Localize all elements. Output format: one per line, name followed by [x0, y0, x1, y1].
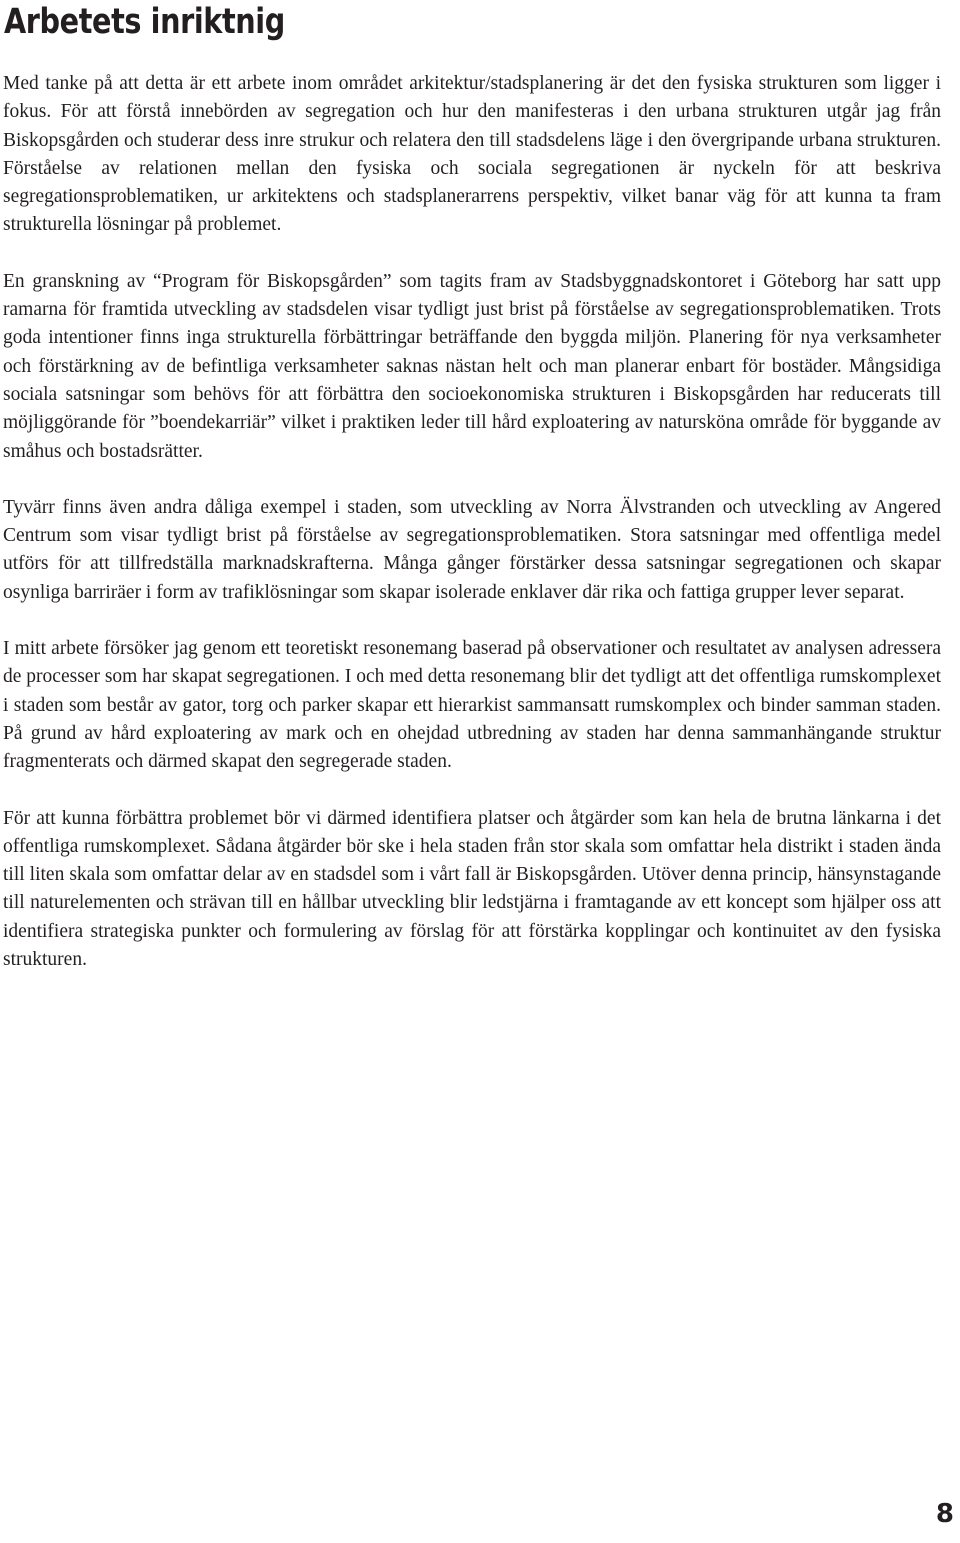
paragraph-program-review: En granskning av “Program för Biskopsgården” som tagits fram av Stadsbyggnadskontoret i Göteborg har satt upp ramarna för framtida utveckling av stadsdelen visar tydligt just brist på förståelse av segregationsproblematiken. Trots goda intentioner finns inga strukturella förbättringar beträffande den byggda miljön. Planering för nya verksamheter och förstärkning av de befintliga verksamheter saknas nästan helt och man planerar enbart för bostäder. Mångsidiga sociala satsningar som behövs för att förbättra den socioekonomiska strukturen i Biskopsgården har reducerats till möjliggörande för ”boendekarriär” vilket i praktiken leder till hård exploatering av natursköna område för byggande av småhus och bostadsrätter. — [3, 270, 941, 462]
page-title: Arbetets inriktnig — [4, 2, 285, 42]
paragraph-method: I mitt arbete försöker jag genom ett teoretiskt resonemang baserad på observationer och resultatet av analysen adressera de processer som har skapat segregationen. I och med detta resonemang blir det tydligt att det offentliga rumskomplexet i staden som består av gator, torg och parker skapar ett hierarkist sammansatt rumskomplex och binder samman staden. På grund av hård exploatering av mark och en ohejdad utbredning av staden har denna sammanhängande struktur fragmenterats och därmed skapat den segregerade staden. — [3, 638, 941, 773]
paragraph-bad-examples: Tyvärr finns även andra dåliga exempel i staden, som utveckling av Norra Älvstranden och utveckling av Angered Centrum som visar tydligt brist på förståelse av segregationsproblematiken. Stora satsningar med offentliga medel utförs för att tillfredställa marknadskrafterna. Många gånger förstärker dessa satsningar segregationen och skapar osynliga barriräer i form av trafiklösningar som skapar isolerade enklaver där rika och fattiga grupper lever separat. — [3, 496, 941, 603]
paragraph-improvement: För att kunna förbättra problemet bör vi därmed identifiera platser och åtgärder som kan hela de brutna länkarna i det offentliga rumskomplexet. Sådana åtgärder bör ske i hela staden från stor skala som omfattar hela distrikt i staden ända till liten skala som omfattar delar av en stadsdel som i vårt fall är Biskopsgården. Utöver denna princip, hänsynstagande till naturelementen och strävan till en hållbar utveckling blir ledstjärna i framtagande av ett koncept som hjälper oss att identifiera strategiska punkter och formulering av förslag för att förstärka kopplingar och kontinuitet av den fysiska strukturen. — [3, 807, 941, 971]
body-text — [3, 70, 941, 1002]
page-number: 8 — [935, 1499, 954, 1529]
paragraph-focus: Med tanke på att detta är ett arbete inom området arkitektur/stadsplanering är det den fysiska strukturen som ligger i fokus. För att förstå innebörden av segregation och hur den manifesteras i den urbana strukturen utgår jag från Biskopsgården och studerar dess inre strukur och relatera den till stadsdelens läge i den övergripande urbana strukturen. Förståelse av relationen mellan den fysiska och sociala segregationen är nyckeln för att beskriva segregationsproblematiken, ur arkitektens och stadsplanerarrens perspektiv, vilket banar väg för att kunna ta fram strukturella lösningar på problemet. — [3, 73, 941, 236]
